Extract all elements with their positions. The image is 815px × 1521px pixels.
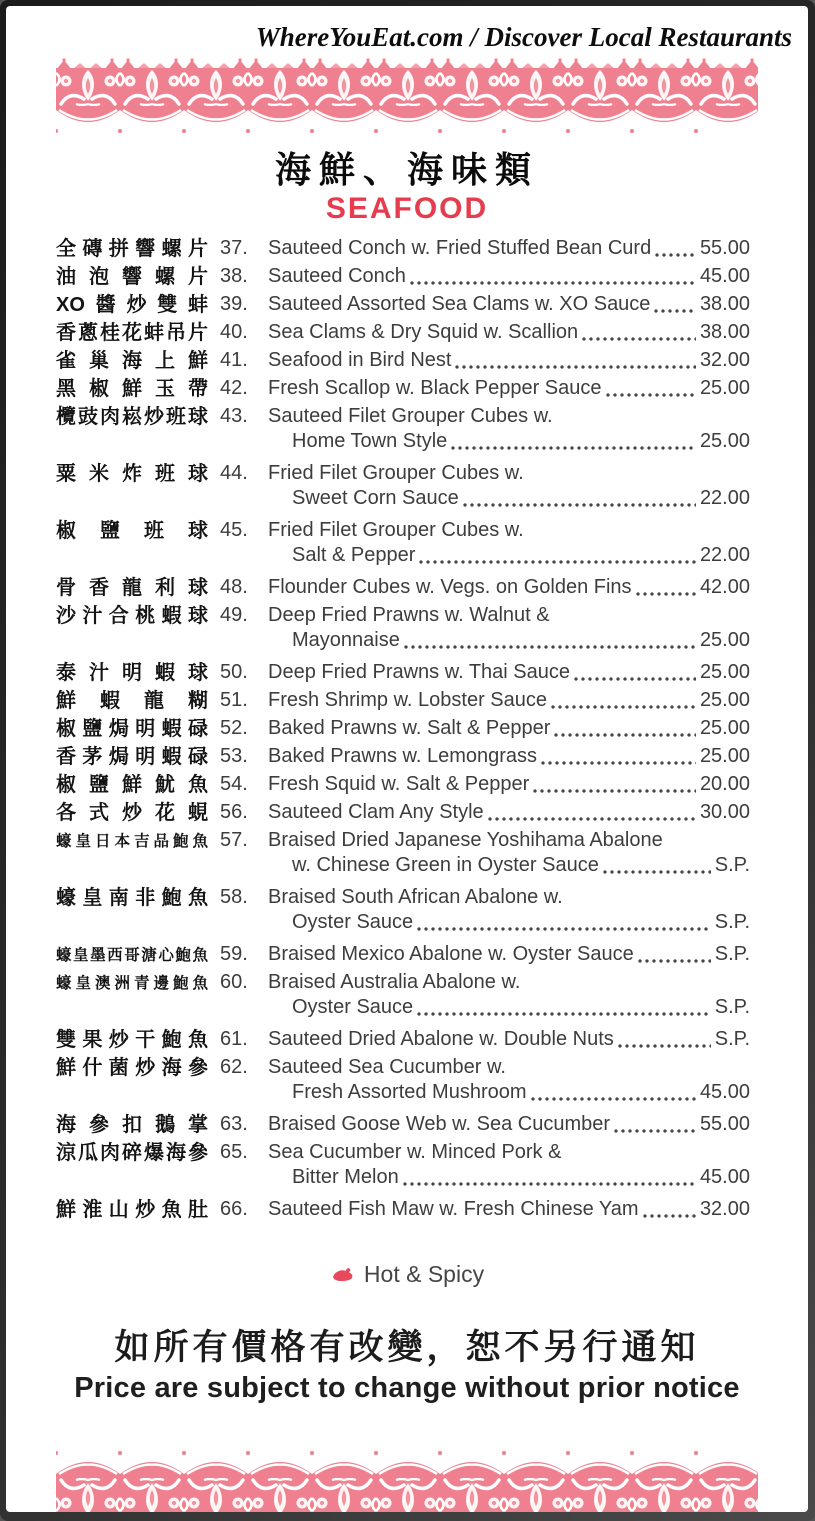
dish-description: Home Town Style (292, 430, 448, 452)
dish-price: 45.00 (699, 1166, 750, 1188)
dish-description: Sauteed Fish Maw w. Fresh Chinese Yam (268, 1198, 639, 1220)
dish-price: 30.00 (699, 801, 750, 823)
dish-english-block (268, 1112, 750, 1137)
dish-price: 55.00 (699, 237, 750, 259)
dish-number: 48. (220, 576, 248, 598)
dish-line (268, 404, 750, 429)
dish-name-chinese: 涼瓜肉碎爆海參 (56, 1142, 208, 1164)
dotted-leader (614, 1129, 696, 1133)
dotted-leader (655, 253, 696, 257)
dish-line (268, 628, 750, 653)
dish-price: 42.00 (699, 576, 750, 598)
dish-number: 65. (220, 1141, 248, 1163)
dish-name-chinese: 香蔥桂花蚌吊片 (56, 322, 208, 344)
dish-english-block (268, 800, 750, 825)
dish-description: Sauteed Clam Any Style (268, 801, 484, 823)
dish-number: 38. (220, 265, 248, 287)
dish-description: Seafood in Bird Nest (268, 349, 452, 371)
dish-number: 49. (220, 604, 248, 626)
dish-english-block (268, 575, 750, 600)
dotted-leader (654, 309, 696, 313)
dish-line (268, 1055, 750, 1080)
dish-name-chinese: 蠔皇南非鮑魚 (56, 887, 208, 909)
dish-line (268, 660, 750, 685)
dish-english-block (268, 660, 750, 685)
chili-pepper-icon (330, 1266, 356, 1284)
menu-item (56, 828, 750, 878)
dotted-leader (488, 817, 696, 821)
dish-number: 62. (220, 1056, 248, 1078)
dish-price: 22.00 (699, 487, 750, 509)
dish-number: 59. (220, 943, 248, 965)
menu-item (56, 744, 750, 770)
dish-name-chinese: 鮮什菌炒海參 (56, 1057, 208, 1079)
dish-line (268, 942, 750, 967)
dish-english-block (268, 772, 750, 797)
dish-name-chinese: 骨香龍利球 (56, 577, 208, 599)
menu-item (56, 716, 750, 742)
menu-item (56, 1055, 750, 1105)
dish-description: Baked Prawns w. Salt & Pepper (268, 717, 551, 739)
dish-price: 25.00 (699, 430, 750, 452)
dotted-leader (551, 705, 696, 709)
dotted-leader (606, 393, 696, 397)
dish-english-block (268, 828, 750, 878)
dish-english-block (268, 1197, 750, 1222)
dish-description: Oyster Sauce (292, 996, 414, 1018)
dish-name-chinese: 雀巢海上鮮 (56, 350, 208, 372)
dotted-leader (603, 870, 711, 874)
dish-description: Flounder Cubes w. Vegs. on Golden Fins (268, 576, 632, 598)
dish-number: 54. (220, 773, 248, 795)
dish-name-chinese: 椒鹽鮮魷魚 (56, 774, 208, 796)
dish-english-block (268, 1055, 750, 1105)
dotted-leader (419, 560, 696, 564)
dish-line (268, 376, 750, 401)
dish-english-block (268, 744, 750, 769)
menu-item (56, 376, 750, 402)
menu-item (56, 461, 750, 511)
dish-description: Deep Fried Prawns w. Thai Sauce (268, 661, 571, 683)
dish-line (268, 461, 750, 486)
dish-english-block (268, 942, 750, 967)
dish-name-chinese: 各式炒花蜆 (56, 802, 208, 824)
spicy-legend-label: Hot & Spicy (363, 1261, 485, 1287)
dish-english-block (268, 885, 750, 935)
dotted-leader (533, 789, 696, 793)
dish-price: 45.00 (699, 265, 750, 287)
dish-description: Baked Prawns w. Lemongrass (268, 745, 538, 767)
menu-item (56, 404, 750, 454)
dish-number: 57. (220, 829, 248, 851)
dish-line (268, 320, 750, 345)
dish-description: Sea Clams & Dry Squid w. Scallion (268, 321, 579, 343)
dotted-leader (643, 1214, 696, 1218)
dish-number: 50. (220, 661, 248, 683)
dish-number: 39. (220, 293, 248, 315)
dotted-leader (410, 281, 696, 285)
dotted-leader (531, 1097, 696, 1101)
dish-name-chinese: XO醬炒雙蚌 (56, 294, 208, 316)
section-title-english: SEAFOOD (325, 192, 489, 225)
dish-line (268, 970, 750, 995)
dish-name-chinese: 椒鹽焗明蝦碌 (56, 718, 208, 740)
dish-line (268, 910, 750, 935)
menu-item (56, 970, 750, 1020)
dish-description: Sauteed Conch (268, 265, 406, 287)
dish-price: S.P. (714, 943, 750, 965)
dish-name-chinese: 蠔皇墨西哥溏心鮑魚 (56, 947, 208, 964)
dish-price: 55.00 (699, 1113, 750, 1135)
menu-item (56, 1027, 750, 1053)
dish-description: Deep Fried Prawns w. Walnut & (268, 604, 550, 626)
dish-number: 60. (220, 971, 248, 993)
dish-price: 20.00 (699, 773, 750, 795)
price-notice-chinese: 如所有價格有改變，恕不另行通知 (114, 1328, 700, 1367)
dish-number: 40. (220, 321, 248, 343)
menu-item (56, 800, 750, 826)
dish-line (268, 236, 750, 261)
dish-name-chinese: 鮮淮山炒魚肚 (56, 1199, 208, 1221)
dish-number: 43. (220, 405, 248, 427)
dish-line (268, 772, 750, 797)
dish-english-block (268, 348, 750, 373)
dish-price: 25.00 (699, 717, 750, 739)
menu-item (56, 772, 750, 798)
dotted-leader (554, 733, 696, 737)
dish-description: Sauteed Dried Abalone w. Double Nuts (268, 1028, 614, 1050)
menu-item (56, 236, 750, 262)
dish-description: Sweet Corn Sauce (292, 487, 459, 509)
menu-item (56, 348, 750, 374)
dish-description: Fresh Shrimp w. Lobster Sauce (268, 689, 548, 711)
menu-item (56, 292, 750, 318)
dish-english-block (268, 518, 750, 568)
menu-item (56, 575, 750, 601)
dish-description: w. Chinese Green in Oyster Sauce (292, 854, 599, 876)
dish-line (268, 716, 750, 741)
dish-english-block (268, 688, 750, 713)
dish-description: Fresh Scallop w. Black Pepper Sauce (268, 377, 602, 399)
dish-number: 41. (220, 349, 248, 371)
dish-price: 38.00 (699, 293, 750, 315)
menu-item (56, 1112, 750, 1138)
dotted-leader (582, 337, 696, 341)
dish-english-block (268, 1027, 750, 1052)
dish-line (268, 828, 750, 853)
dish-line (268, 543, 750, 568)
menu-item (56, 660, 750, 686)
dish-description: Braised South African Abalone w. (268, 886, 563, 908)
dish-number: 51. (220, 689, 248, 711)
dish-number: 44. (220, 462, 248, 484)
dotted-leader (636, 592, 696, 596)
dish-description: Salt & Pepper (292, 544, 416, 566)
dish-description: Sauteed Conch w. Fried Stuffed Bean Curd (268, 237, 652, 259)
dish-number: 42. (220, 377, 248, 399)
dish-english-block (268, 716, 750, 741)
dish-line (268, 1027, 750, 1052)
dotted-leader (417, 1012, 711, 1016)
dotted-leader (403, 1182, 696, 1186)
dish-line (268, 264, 750, 289)
dish-line (268, 1080, 750, 1105)
dish-name-chinese: 油泡響螺片 (56, 266, 208, 288)
dish-english-block (268, 320, 750, 345)
dish-description: Fried Filet Grouper Cubes w. (268, 519, 524, 541)
dish-line (268, 429, 750, 454)
dish-price: 25.00 (699, 745, 750, 767)
dish-description: Fried Filet Grouper Cubes w. (268, 462, 524, 484)
dish-line (268, 800, 750, 825)
dish-description: Braised Dried Japanese Yoshihama Abalone (268, 829, 663, 851)
menu-list (6, 236, 808, 1223)
lace-border-top (56, 58, 758, 136)
dish-name-chinese: 全磚拼響螺片 (56, 238, 208, 260)
dish-description: Braised Mexico Abalone w. Oyster Sauce (268, 943, 634, 965)
dish-name-chinese: 欖豉肉崧炒班球 (56, 406, 208, 428)
dish-number: 61. (220, 1028, 248, 1050)
dish-description: Bitter Melon (292, 1166, 399, 1188)
dish-description: Braised Goose Web w. Sea Cucumber (268, 1113, 611, 1135)
dish-description: Fresh Squid w. Salt & Pepper (268, 773, 530, 795)
dish-description: Sauteed Filet Grouper Cubes w. (268, 405, 553, 427)
dish-name-chinese: 香茅焗明蝦碌 (56, 746, 208, 768)
dotted-leader (541, 761, 696, 765)
menu-item (56, 264, 750, 290)
dish-name-chinese: 沙汁合桃蝦球 (56, 605, 208, 627)
dotted-leader (618, 1044, 711, 1048)
dish-name-chinese: 海參扣鵝掌 (56, 1114, 208, 1136)
dish-english-block (268, 376, 750, 401)
dotted-leader (574, 677, 696, 681)
site-watermark: WhereYouEat.com / Discover Local Restaurants (255, 22, 792, 52)
dish-name-chinese: 黑椒鮮玉帶 (56, 378, 208, 400)
dish-english-block (268, 1140, 750, 1190)
dish-price: S.P. (714, 911, 750, 933)
dish-line (268, 995, 750, 1020)
dish-number: 37. (220, 237, 248, 259)
dish-price: S.P. (714, 854, 750, 876)
price-notice-english: Price are subject to change without prior notice (74, 1372, 740, 1404)
dish-line (268, 603, 750, 628)
dish-line (268, 292, 750, 317)
dish-name-chinese: 鮮蝦龍糊 (56, 690, 208, 712)
dish-line (268, 518, 750, 543)
menu-item (56, 885, 750, 935)
dish-price: 22.00 (699, 544, 750, 566)
dish-number: 53. (220, 745, 248, 767)
dotted-leader (451, 446, 696, 450)
dish-number: 45. (220, 519, 248, 541)
menu-item (56, 518, 750, 568)
lace-border-bottom (56, 1448, 758, 1512)
dish-english-block (268, 292, 750, 317)
menu-item (56, 1197, 750, 1223)
dish-description: Oyster Sauce (292, 911, 414, 933)
dish-name-chinese: 椒鹽班球 (56, 520, 208, 542)
dish-english-block (268, 404, 750, 454)
menu-item (56, 320, 750, 346)
dish-line (268, 486, 750, 511)
dish-description: Sea Cucumber w. Minced Pork & (268, 1141, 562, 1163)
dish-line (268, 1197, 750, 1222)
dish-description: Mayonnaise (292, 629, 400, 651)
dish-line (268, 688, 750, 713)
dish-number: 66. (220, 1198, 248, 1220)
dotted-leader (404, 645, 696, 649)
dish-line (268, 1140, 750, 1165)
dish-english-block (268, 970, 750, 1020)
spicy-legend (6, 1261, 808, 1288)
dish-price: 45.00 (699, 1081, 750, 1103)
dish-line (268, 348, 750, 373)
menu-item (56, 942, 750, 968)
menu-item (56, 603, 750, 653)
dish-english-block (268, 264, 750, 289)
dish-price: 25.00 (699, 377, 750, 399)
dish-price: 25.00 (699, 629, 750, 651)
dish-line (268, 1112, 750, 1137)
dotted-leader (455, 365, 696, 369)
dish-number: 58. (220, 886, 248, 908)
dish-name-chinese: 泰汁明蝦球 (56, 662, 208, 684)
dish-name-chinese: 蠔皇日本吉品鮑魚 (56, 833, 208, 850)
dish-english-block (268, 603, 750, 653)
dish-name-chinese: 蠔皇澳洲青邊鮑魚 (56, 975, 208, 992)
dish-description: Sauteed Sea Cucumber w. (268, 1056, 506, 1078)
dish-number: 63. (220, 1113, 248, 1135)
menu-item (56, 688, 750, 714)
dish-english-block (268, 236, 750, 261)
dish-line (268, 1165, 750, 1190)
dish-price: 32.00 (699, 1198, 750, 1220)
dish-line (268, 744, 750, 769)
dish-price: 25.00 (699, 689, 750, 711)
dish-line (268, 853, 750, 878)
dish-price: 38.00 (699, 321, 750, 343)
dish-line (268, 885, 750, 910)
dish-english-block (268, 461, 750, 511)
dish-price: 32.00 (699, 349, 750, 371)
dish-description: Fresh Assorted Mushroom (292, 1081, 527, 1103)
section-title-chinese: 海鮮、海味類 (274, 149, 539, 190)
menu-page (6, 6, 808, 1512)
dotted-leader (463, 503, 696, 507)
dish-number: 56. (220, 801, 248, 823)
dish-number: 52. (220, 717, 248, 739)
dish-price: S.P. (714, 996, 750, 1018)
dish-price: 25.00 (699, 661, 750, 683)
dish-line (268, 575, 750, 600)
dotted-leader (417, 927, 711, 931)
dish-name-chinese: 粟米炸班球 (56, 463, 208, 485)
dish-description: Braised Australia Abalone w. (268, 971, 521, 993)
dish-name-chinese: 雙果炒干鮑魚 (56, 1029, 208, 1051)
menu-item (56, 1140, 750, 1190)
dish-description: Sauteed Assorted Sea Clams w. XO Sauce (268, 293, 651, 315)
dish-price: S.P. (714, 1028, 750, 1050)
dotted-leader (638, 959, 711, 963)
